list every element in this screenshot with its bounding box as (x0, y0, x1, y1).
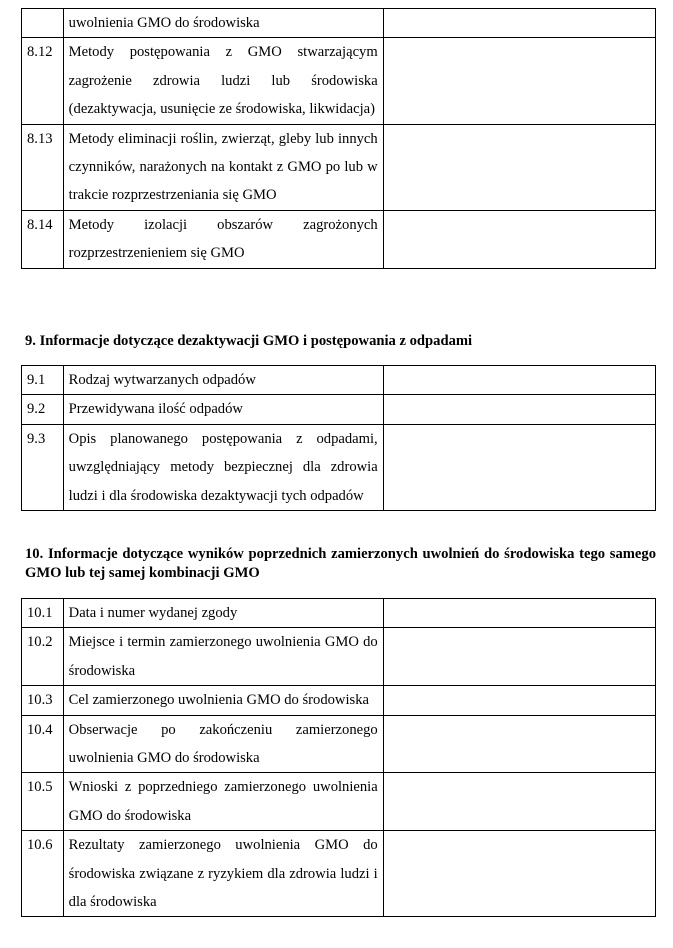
row-description: Obserwacje po zakończeniu zamierzonego uwolnienia GMO do środowiska (63, 715, 383, 773)
table-row (22, 628, 656, 686)
answer-cell[interactable] (383, 38, 655, 124)
row-description: Przewidywana ilość odpadów (63, 395, 383, 424)
row-description: Wnioski z poprzedniego zamierzonego uwolnienia GMO do środowiska (63, 773, 383, 831)
row-number: 8.13 (22, 124, 64, 210)
table-row (22, 366, 656, 395)
row-number: 9.3 (22, 424, 64, 510)
answer-cell[interactable] (383, 773, 655, 831)
section-10-heading: 10. Informacje dotyczące wyników poprzednich zamierzonych uwolnień do środowiska tego samego GMO lub tej samej kombinacji GMO (25, 546, 656, 581)
answer-cell[interactable] (383, 715, 655, 773)
answer-cell[interactable] (383, 124, 655, 210)
answer-cell[interactable] (383, 210, 655, 268)
table-row (22, 599, 656, 628)
row-description: Rezultaty zamierzonego uwolnienia GMO do środowiska związane z ryzykiem dla zdrowia ludzi i dla środowiska (63, 831, 383, 917)
row-number: 10.3 (22, 686, 64, 715)
table-row (22, 124, 656, 210)
answer-cell[interactable] (383, 831, 655, 917)
table-row (22, 715, 656, 773)
row-description: Metody eliminacji roślin, zwierząt, gleby lub innych czynników, narażonych na kontakt z GMO po lub w trakcie rozprzestrzeniania się GMO (63, 124, 383, 210)
table-row (22, 424, 656, 510)
table-row (22, 773, 656, 831)
table-row (22, 210, 656, 268)
table-section-9 (21, 365, 656, 511)
answer-cell[interactable] (383, 9, 655, 38)
row-number (22, 9, 64, 38)
row-description: uwolnienia GMO do środowiska (63, 9, 383, 38)
table-row (22, 9, 656, 38)
answer-cell[interactable] (383, 395, 655, 424)
row-number: 10.5 (22, 773, 64, 831)
table-row (22, 831, 656, 917)
row-number: 10.2 (22, 628, 64, 686)
table-section-8-continued (21, 8, 656, 269)
row-number: 10.6 (22, 831, 64, 917)
row-description: Rodzaj wytwarzanych odpadów (63, 366, 383, 395)
row-number: 8.12 (22, 38, 64, 124)
table-row (22, 395, 656, 424)
table-section-10 (21, 598, 656, 917)
table-row (22, 686, 656, 715)
answer-cell[interactable] (383, 686, 655, 715)
row-number: 10.1 (22, 599, 64, 628)
answer-cell[interactable] (383, 424, 655, 510)
section-9-heading: 9. Informacje dotyczące dezaktywacji GMO i postępowania z odpadami (25, 333, 473, 349)
row-description: Data i numer wydanej zgody (63, 599, 383, 628)
row-number: 8.14 (22, 210, 64, 268)
answer-cell[interactable] (383, 366, 655, 395)
row-number: 9.2 (22, 395, 64, 424)
row-description: Opis planowanego postępowania z odpadami, uwzględniający metody bezpiecznej dla zdrowia ludzi i dla środowiska dezaktywacji tych odpadów (63, 424, 383, 510)
answer-cell[interactable] (383, 628, 655, 686)
row-number: 9.1 (22, 366, 64, 395)
answer-cell[interactable] (383, 599, 655, 628)
table-row (22, 38, 656, 124)
row-description: Metody izolacji obszarów zagrożonych rozprzestrzenieniem się GMO (63, 210, 383, 268)
row-description: Metody postępowania z GMO stwarzającym zagrożenie zdrowia ludzi lub środowiska (dezaktywacja, usunięcie ze środowiska, likwidacja) (63, 38, 383, 124)
row-number: 10.4 (22, 715, 64, 773)
row-description: Cel zamierzonego uwolnienia GMO do środowiska (63, 686, 383, 715)
row-description: Miejsce i termin zamierzonego uwolnienia GMO do środowiska (63, 628, 383, 686)
